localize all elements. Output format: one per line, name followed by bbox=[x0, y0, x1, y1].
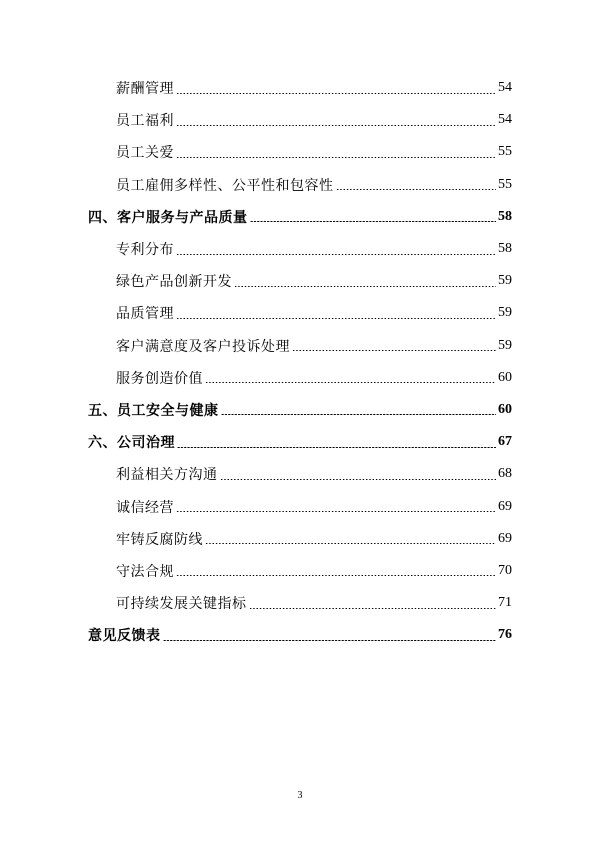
toc-entry-label: 员工福利 bbox=[116, 113, 174, 130]
toc-entry-employee-care[interactable] bbox=[0, 136, 600, 168]
toc-leader-dots bbox=[176, 254, 496, 255]
toc-entry-label: 绿色产品创新开发 bbox=[116, 274, 232, 291]
toc-section-feedback-form[interactable] bbox=[0, 619, 600, 651]
toc-section-page: 67 bbox=[498, 434, 512, 450]
toc-section-label: 四、客户服务与产品质量 bbox=[88, 209, 248, 226]
toc-leader-dots bbox=[176, 157, 496, 158]
toc-section-label: 意见反馈表 bbox=[88, 628, 161, 645]
toc-entry-page: 60 bbox=[498, 369, 512, 385]
toc-entry-page: 69 bbox=[498, 498, 512, 514]
toc-entry-sustainability-kpi[interactable] bbox=[0, 587, 600, 619]
toc-leader-dots bbox=[292, 350, 496, 351]
toc-section-corporate-governance[interactable] bbox=[0, 426, 600, 458]
toc-entry-page: 58 bbox=[498, 241, 512, 257]
toc-section-page: 60 bbox=[498, 401, 512, 417]
toc-leader-dots bbox=[176, 511, 496, 512]
toc-section-page: 58 bbox=[498, 208, 512, 224]
toc-entry-salary-management[interactable] bbox=[0, 72, 600, 104]
toc-entry-label: 可持续发展关键指标 bbox=[116, 596, 247, 613]
toc-leader-dots bbox=[336, 189, 497, 190]
toc-entry-page: 59 bbox=[498, 305, 512, 321]
toc-entry-label: 服务创造价值 bbox=[116, 370, 203, 387]
toc-leader-dots bbox=[177, 447, 496, 448]
toc-entry-label: 客户满意度及客户投诉处理 bbox=[116, 338, 290, 355]
toc-leader-dots bbox=[205, 382, 496, 383]
toc-entry-page: 71 bbox=[498, 595, 512, 611]
toc-leader-dots bbox=[176, 318, 496, 319]
toc-section-customer-service-quality[interactable] bbox=[0, 201, 600, 233]
toc-entry-page: 68 bbox=[498, 466, 512, 482]
toc-section-label: 五、员工安全与健康 bbox=[88, 402, 219, 419]
toc-leader-dots bbox=[221, 414, 497, 415]
toc-entry-integrity-operations[interactable] bbox=[0, 490, 600, 522]
toc-section-page: 76 bbox=[498, 627, 512, 643]
toc-leader-dots bbox=[205, 543, 496, 544]
toc-entry-service-value[interactable] bbox=[0, 362, 600, 394]
toc-entry-label: 品质管理 bbox=[116, 306, 174, 323]
toc-entry-legal-compliance[interactable] bbox=[0, 555, 600, 587]
toc-entry-page: 55 bbox=[498, 176, 512, 192]
page-number: 3 bbox=[297, 790, 303, 801]
toc-entry-label: 守法合规 bbox=[116, 563, 174, 580]
toc-entry-employee-benefits[interactable] bbox=[0, 104, 600, 136]
toc-entry-diversity-inclusion[interactable] bbox=[0, 169, 600, 201]
toc-entry-label: 诚信经营 bbox=[116, 499, 174, 516]
toc-entry-green-product-innovation[interactable] bbox=[0, 265, 600, 297]
toc-section-label: 六、公司治理 bbox=[88, 435, 175, 452]
toc-entry-label: 员工关爱 bbox=[116, 145, 174, 162]
table-of-contents bbox=[0, 72, 600, 651]
toc-entry-label: 专利分布 bbox=[116, 242, 174, 259]
toc-leader-dots bbox=[234, 286, 496, 287]
toc-entry-customer-satisfaction[interactable] bbox=[0, 330, 600, 362]
toc-leader-dots bbox=[163, 640, 497, 641]
toc-leader-dots bbox=[176, 575, 496, 576]
toc-entry-patent-distribution[interactable] bbox=[0, 233, 600, 265]
toc-entry-page: 54 bbox=[498, 112, 512, 128]
toc-entry-anti-corruption[interactable] bbox=[0, 523, 600, 555]
toc-leader-dots bbox=[220, 479, 497, 480]
toc-entry-page: 54 bbox=[498, 80, 512, 96]
toc-entry-label: 员工雇佣多样性、公平性和包容性 bbox=[116, 177, 334, 194]
toc-entry-label: 牢铸反腐防线 bbox=[116, 531, 203, 548]
toc-section-employee-safety-health[interactable] bbox=[0, 394, 600, 426]
toc-entry-page: 70 bbox=[498, 562, 512, 578]
toc-leader-dots bbox=[249, 608, 497, 609]
toc-entry-quality-management[interactable] bbox=[0, 297, 600, 329]
toc-entry-stakeholder-communication[interactable] bbox=[0, 458, 600, 490]
toc-leader-dots bbox=[176, 93, 496, 94]
toc-entry-page: 55 bbox=[498, 144, 512, 160]
toc-entry-label: 薪酬管理 bbox=[116, 81, 174, 98]
toc-leader-dots bbox=[250, 221, 497, 222]
toc-entry-page: 69 bbox=[498, 530, 512, 546]
toc-entry-page: 59 bbox=[498, 273, 512, 289]
toc-leader-dots bbox=[176, 125, 496, 126]
toc-entry-label: 利益相关方沟通 bbox=[116, 467, 218, 484]
toc-entry-page: 59 bbox=[498, 337, 512, 353]
